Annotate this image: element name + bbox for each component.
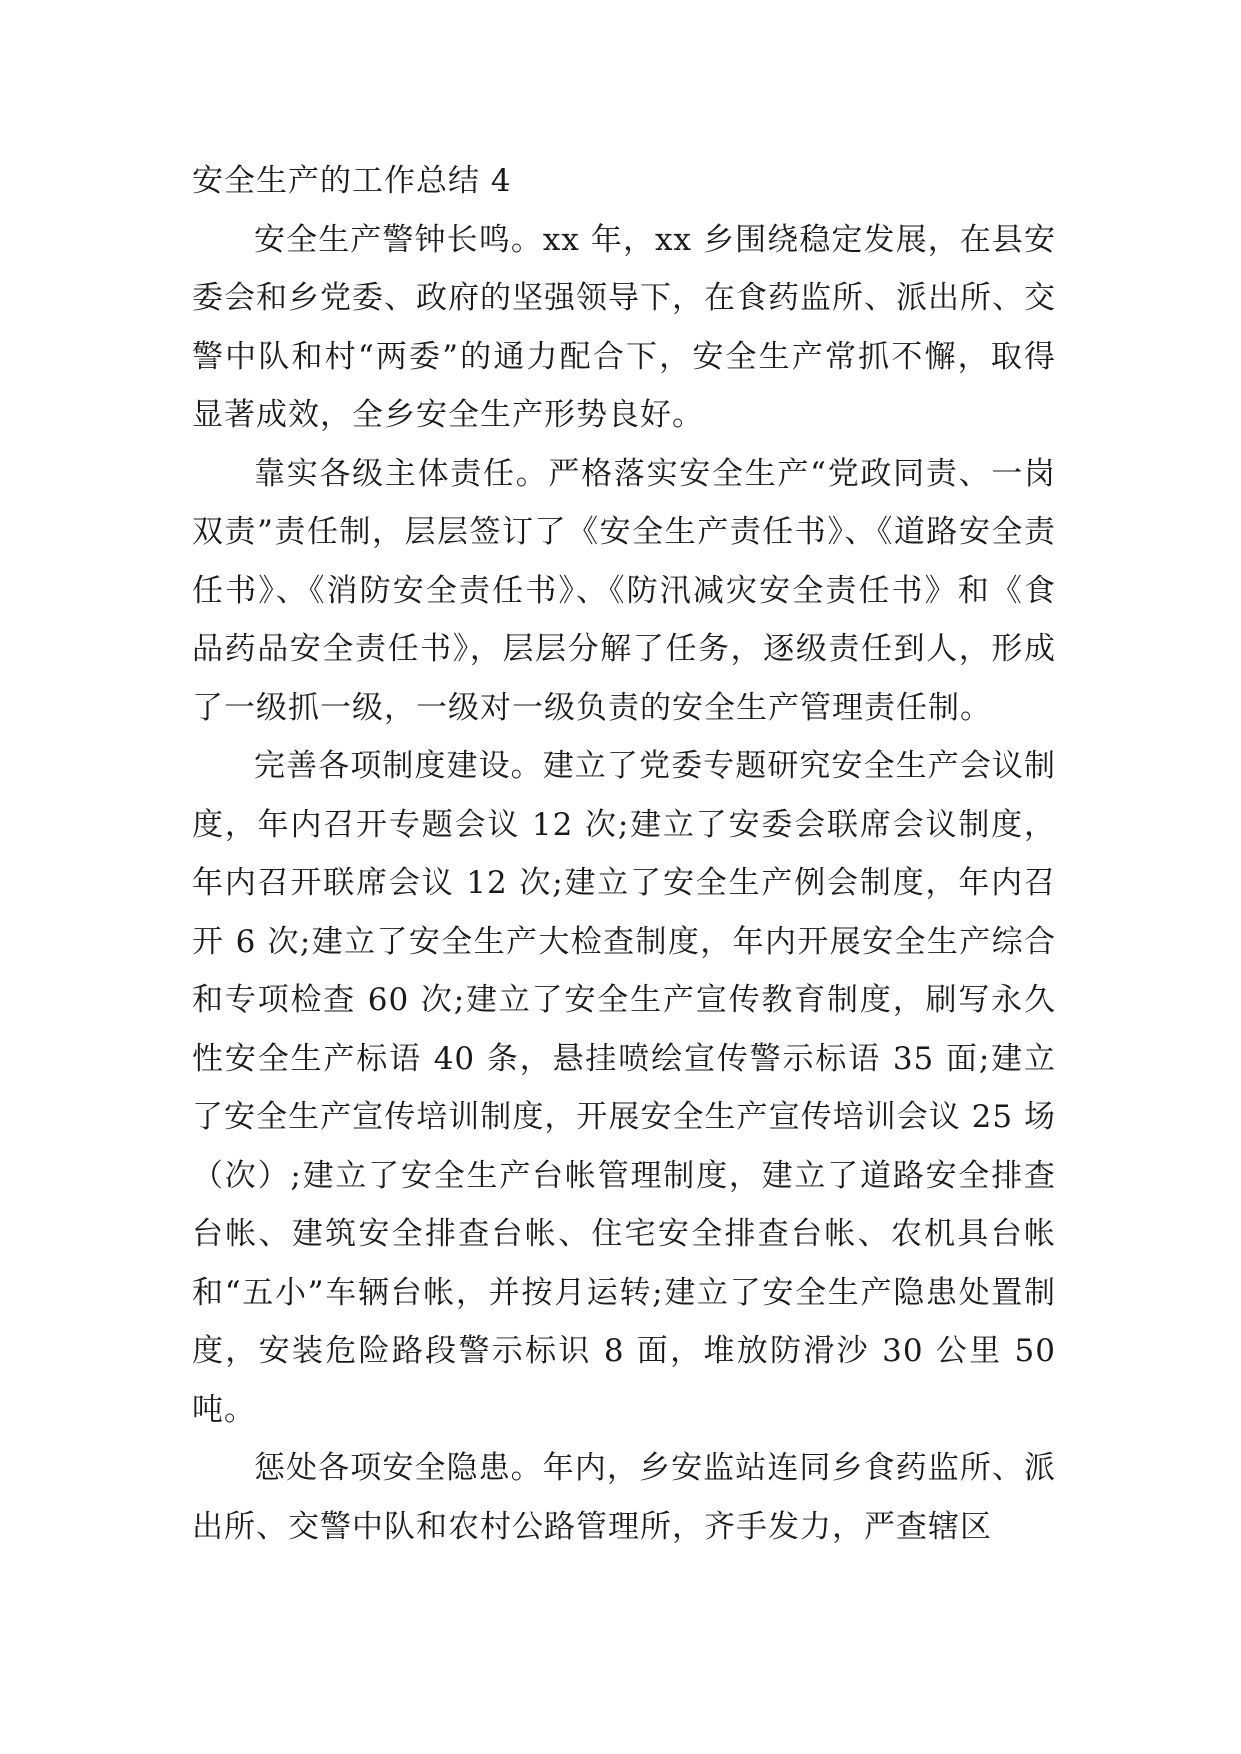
paragraph-hazards: 惩处各项安全隐患。年内，乡安监站连同乡食药监所、派出所、交警中队和农村公路管理所，齐手发力，严查辖区 [192,1450,1056,1545]
paragraph-responsibility: 靠实各级主体责任。严格落实安全生产“党政同责、一岗双责”责任制，层层签订了《安全生产责任书》、《道路安全责任书》、《消防安全责任书》、《防汛减灾安全责任书》和《食品药品安全责任书》，层层分解了任务，逐级责任到人，形成了一级抓一级，一级对一级负责的安全生产管理责任制。 [192,455,1056,726]
paragraph-systems: 完善各项制度建设。建立了党委专题研究安全生产会议制度，年内召开专题会议 12 次;建立了安委会联席会议制度，年内召开联席会议 12 次;建立了安全生产例会制度，年内召开 6 次;建立了安全生产大检查制度，年内开展安全生产综合和专项检查 60 次;建立了安全生产宣传教育制度，刷写永久性安全生产标语 40 条，悬挂喷绘宣传警示标语 35 面;建立了安全生产宣传培训制度，开展安全生产宣传培训会议 25 场（次）;建立了安全生产台帐管理制度，建立了道路安全排查台帐、建筑安全排查台帐、住宅安全排查台帐、农机具台帐和“五小”车辆台帐，并按月运转;建立了安全生产隐患处置制度，安装危险路段警示标识 8 面，堆放防滑沙 30 公里 50 吨。 [192,748,1056,1428]
document-title: 安全生产的工作总结 4 [192,163,512,199]
document-body [192,152,1056,1556]
paragraph-overview: 安全生产警钟长鸣。xx 年，xx 乡围绕稳定发展，在县安委会和乡党委、政府的坚强领导下，在食药监所、派出所、交警中队和村“两委”的通力配合下，安全生产常抓不懈，取得显著成效，全乡安全生产形势良好。 [192,221,1056,433]
